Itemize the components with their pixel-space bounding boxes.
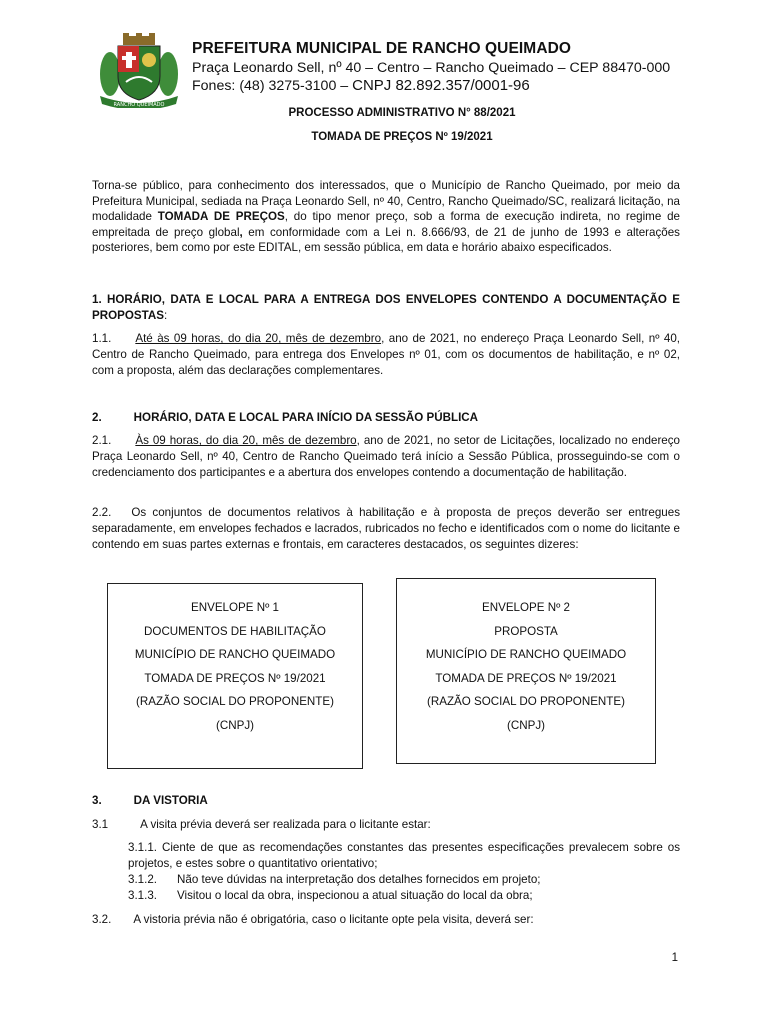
- paragraph-3-1: [92, 817, 680, 833]
- cnpj-text: CNPJ 82.892.357/0001-96: [352, 77, 530, 94]
- envelope-2-municipality: MUNICÍPIO DE RANCHO QUEIMADO: [425, 648, 627, 661]
- section-2-heading: [92, 410, 680, 426]
- paragraph-number: 2.1.: [92, 434, 112, 447]
- envelope-1-company: (RAZÃO SOCIAL DO PROPONENTE): [136, 695, 334, 708]
- organization-name: PREFEITURA MUNICIPAL DE RANCHO QUEIMADO: [192, 40, 572, 57]
- envelope-1-content: DOCUMENTOS DE HABILITAÇÃO: [144, 624, 326, 638]
- paragraph-number: 1.1.: [92, 332, 112, 345]
- section-2-number: 2.: [92, 411, 102, 424]
- municipal-crest-logo: [96, 32, 182, 108]
- session-time-underlined: Às 09 horas, do dia 20, mês de dezembro: [135, 434, 357, 447]
- paragraph-2-2: [92, 505, 680, 554]
- paragraph-3-1-text: A visita prévia deverá ser realizada para o licitante estar:: [140, 818, 431, 831]
- paragraph-3-1-1: 3.1.1. Ciente de que as recomendações constantes das presentes especificações prevalecem sobre os projetos, e estes sobre o quantitativo orientativo;: [128, 841, 680, 870]
- paragraph-3-2: [92, 912, 680, 928]
- envelope-1-municipality: MUNICÍPIO DE RANCHO QUEIMADO: [134, 648, 336, 661]
- envelope-1-title: ENVELOPE Nº 1: [190, 601, 279, 614]
- intro-text-3: em conformidade com a Lei n. 8.666/93, de 21 de junho de 1993 e alterações posteriores, bem como por este EDITAL, em sessão pública, em data e horário abaixo especificados.: [92, 225, 680, 255]
- envelope-2-cnpj: (CNPJ): [507, 718, 545, 732]
- paragraph-number: 3.1.3.: [128, 889, 158, 902]
- process-number: PROCESSO ADMINISTRATIVO N° 88/2021: [288, 107, 516, 119]
- svg-text:RANCHO QUEIMADO: RANCHO QUEIMADO: [113, 102, 165, 108]
- envelope-2-title: ENVELOPE Nº 2: [481, 601, 570, 614]
- paragraph-3-1-3-text: Visitou o local da obra, inspecionou a atual situação do local da obra;: [177, 889, 533, 902]
- organization-contact: [192, 77, 530, 94]
- section-1-heading: [92, 292, 680, 323]
- envelope-2-company: (RAZÃO SOCIAL DO PROPONENTE): [427, 695, 625, 708]
- paragraph-1-1-text: , ano de 2021, no endereço Praça Leonardo Sell, nº 40, Centro de Rancho Queimado, para entrega dos Envelopes nº 01, com os documentos de habilitação, e nº 02, com a proposta, além das declarações complementares.: [92, 332, 681, 378]
- deadline-underlined: Até às 09 horas, do dia 20, mês de dezembro: [135, 332, 382, 345]
- paragraph-3-1-2-text: Não teve dúvidas na interpretação dos detalhes fornecidos em projeto;: [177, 873, 541, 886]
- section-2-title: HORÁRIO, DATA E LOCAL PARA INÍCIO DA SESSÃO PÚBLICA: [133, 411, 479, 424]
- paragraph-number: 3.2.: [92, 913, 112, 926]
- intro-bold: TOMADA DE PREÇOS: [157, 210, 285, 224]
- section-3-heading: [92, 793, 680, 809]
- organization-address: Praça Leonardo Sell, nº 40 – Centro – Rancho Queimado – CEP 88470-000: [192, 60, 671, 76]
- paragraph-number: 3.1.2.: [128, 873, 158, 886]
- section-3-title: DA VISTORIA: [133, 794, 208, 807]
- envelope-1-box: [107, 583, 363, 769]
- envelope-1-cnpj: (CNPJ): [216, 718, 254, 732]
- intro-paragraph: [92, 178, 680, 256]
- paragraph-number: 2.2.: [92, 506, 112, 519]
- paragraph-3-2-text: A vistoria prévia não é obrigatória, caso o licitante opte pela visita, deverá ser:: [133, 913, 534, 926]
- paragraph-3-1-2: [128, 872, 680, 888]
- tender-number: TOMADA DE PREÇOS Nº 19/2021: [311, 131, 493, 143]
- section-3-number: 3.: [92, 794, 102, 807]
- page-number: 1: [671, 952, 678, 964]
- envelope-1-tender: TOMADA DE PREÇOS Nº 19/2021: [144, 671, 326, 685]
- envelope-2-box: [396, 578, 656, 764]
- paragraph-2-2-text: Os conjuntos de documentos relativos à habilitação e à proposta de preços deverão ser entregues separadamente, em envelopes fechados e lacrados, rubricados no fecho e identificados com o nome do licitante e contendo em suas partes externas e frontais, em caracteres destacados, os seguintes dizeres:: [92, 506, 680, 552]
- section-1-colon: :: [163, 308, 168, 322]
- envelope-2-tender: TOMADA DE PREÇOS Nº 19/2021: [435, 671, 617, 685]
- envelope-2-content: PROPOSTA: [494, 624, 558, 638]
- paragraph-2-1-text: , ano de 2021, no setor de Licitações, localizado no endereço Praça Leonardo Sell, nº 40, Centro de Rancho Queimado terá início a Sessão Pública, prosseguindo-se com o credenciamento dos participantes e a abertura dos envelopes contendo a documentação de habilitação.: [92, 434, 681, 480]
- intro-text-2: , do tipo menor preço, sob a forma de execução indireta, no regime de empreitada de preço global: [92, 210, 680, 239]
- section-1-title: 1. HORÁRIO, DATA E LOCAL PARA A ENTREGA DOS ENVELOPES CONTENDO A DOCUMENTAÇÃO E PROPOSTAS: [92, 293, 680, 322]
- paragraph-3-1-3: [128, 888, 680, 904]
- paragraph-number: 3.1: [92, 818, 109, 831]
- intro-text-1: Torna-se público, para conhecimento dos interessados, que o Município de Rancho Queimado, por meio da Prefeitura Municipal, sediada na Praça Leonardo Sell, nº 40, Centro, Rancho Queimado/SC, realizará licitação, na modalidade: [92, 179, 680, 224]
- paragraph-2-1: [92, 433, 680, 482]
- intro-bold-2: ,: [239, 225, 243, 239]
- phone-text: Fones: (48) 3275-3100 –: [192, 78, 353, 94]
- paragraph-1-1: [92, 331, 680, 380]
